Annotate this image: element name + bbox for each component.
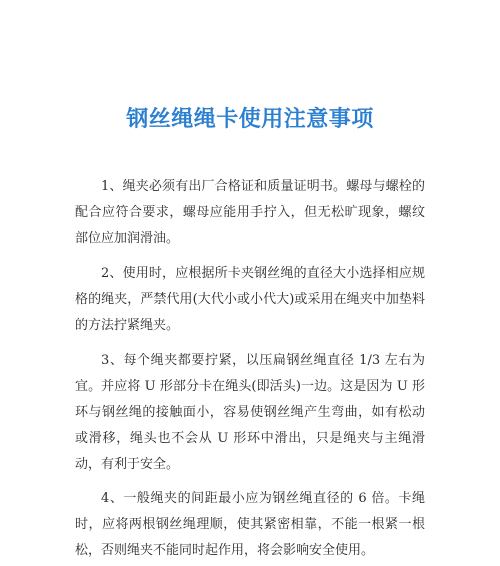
page-title: 钢丝绳绳卡使用注意事项: [126, 107, 374, 132]
paragraph-4: 4、一般绳夹的间距最小应为钢丝绳直径的 6 倍。卡绳时，应将两根钢丝绳理顺，使其紧密相靠，不能一根紧一根松，否则绳夹不能同时起作用，将会影响安全使用。: [75, 491, 425, 558]
paragraph-2: 2、使用时，应根据所卡夹钢丝绳的直径大小选择相应规格的绳夹，严禁代用(大代小或小代大)或采用在绳夹中加垫料的方法拧紧绳夹。: [75, 266, 425, 333]
paragraph-1: 1、绳夹必须有出厂合格证和质量证明书。螺母与螺栓的配合应符合要求，螺母应能用手拧入，但无松旷现象，螺纹部位应加润滑油。: [75, 179, 425, 246]
paragraph-3: 3、每个绳夹都要拧紧，以压扁钢丝绳直径 1/3 左右为宜。并应将 U 形部分卡在绳头(即活头)一边。这是因为 U 形环与钢丝绳的接触面小，容易使钢丝绳产生弯曲，如有松动或滑移，绳头也不会从 U 形环中滑出，只是绳夹与主绳滑动，有利于安全。: [75, 353, 425, 472]
